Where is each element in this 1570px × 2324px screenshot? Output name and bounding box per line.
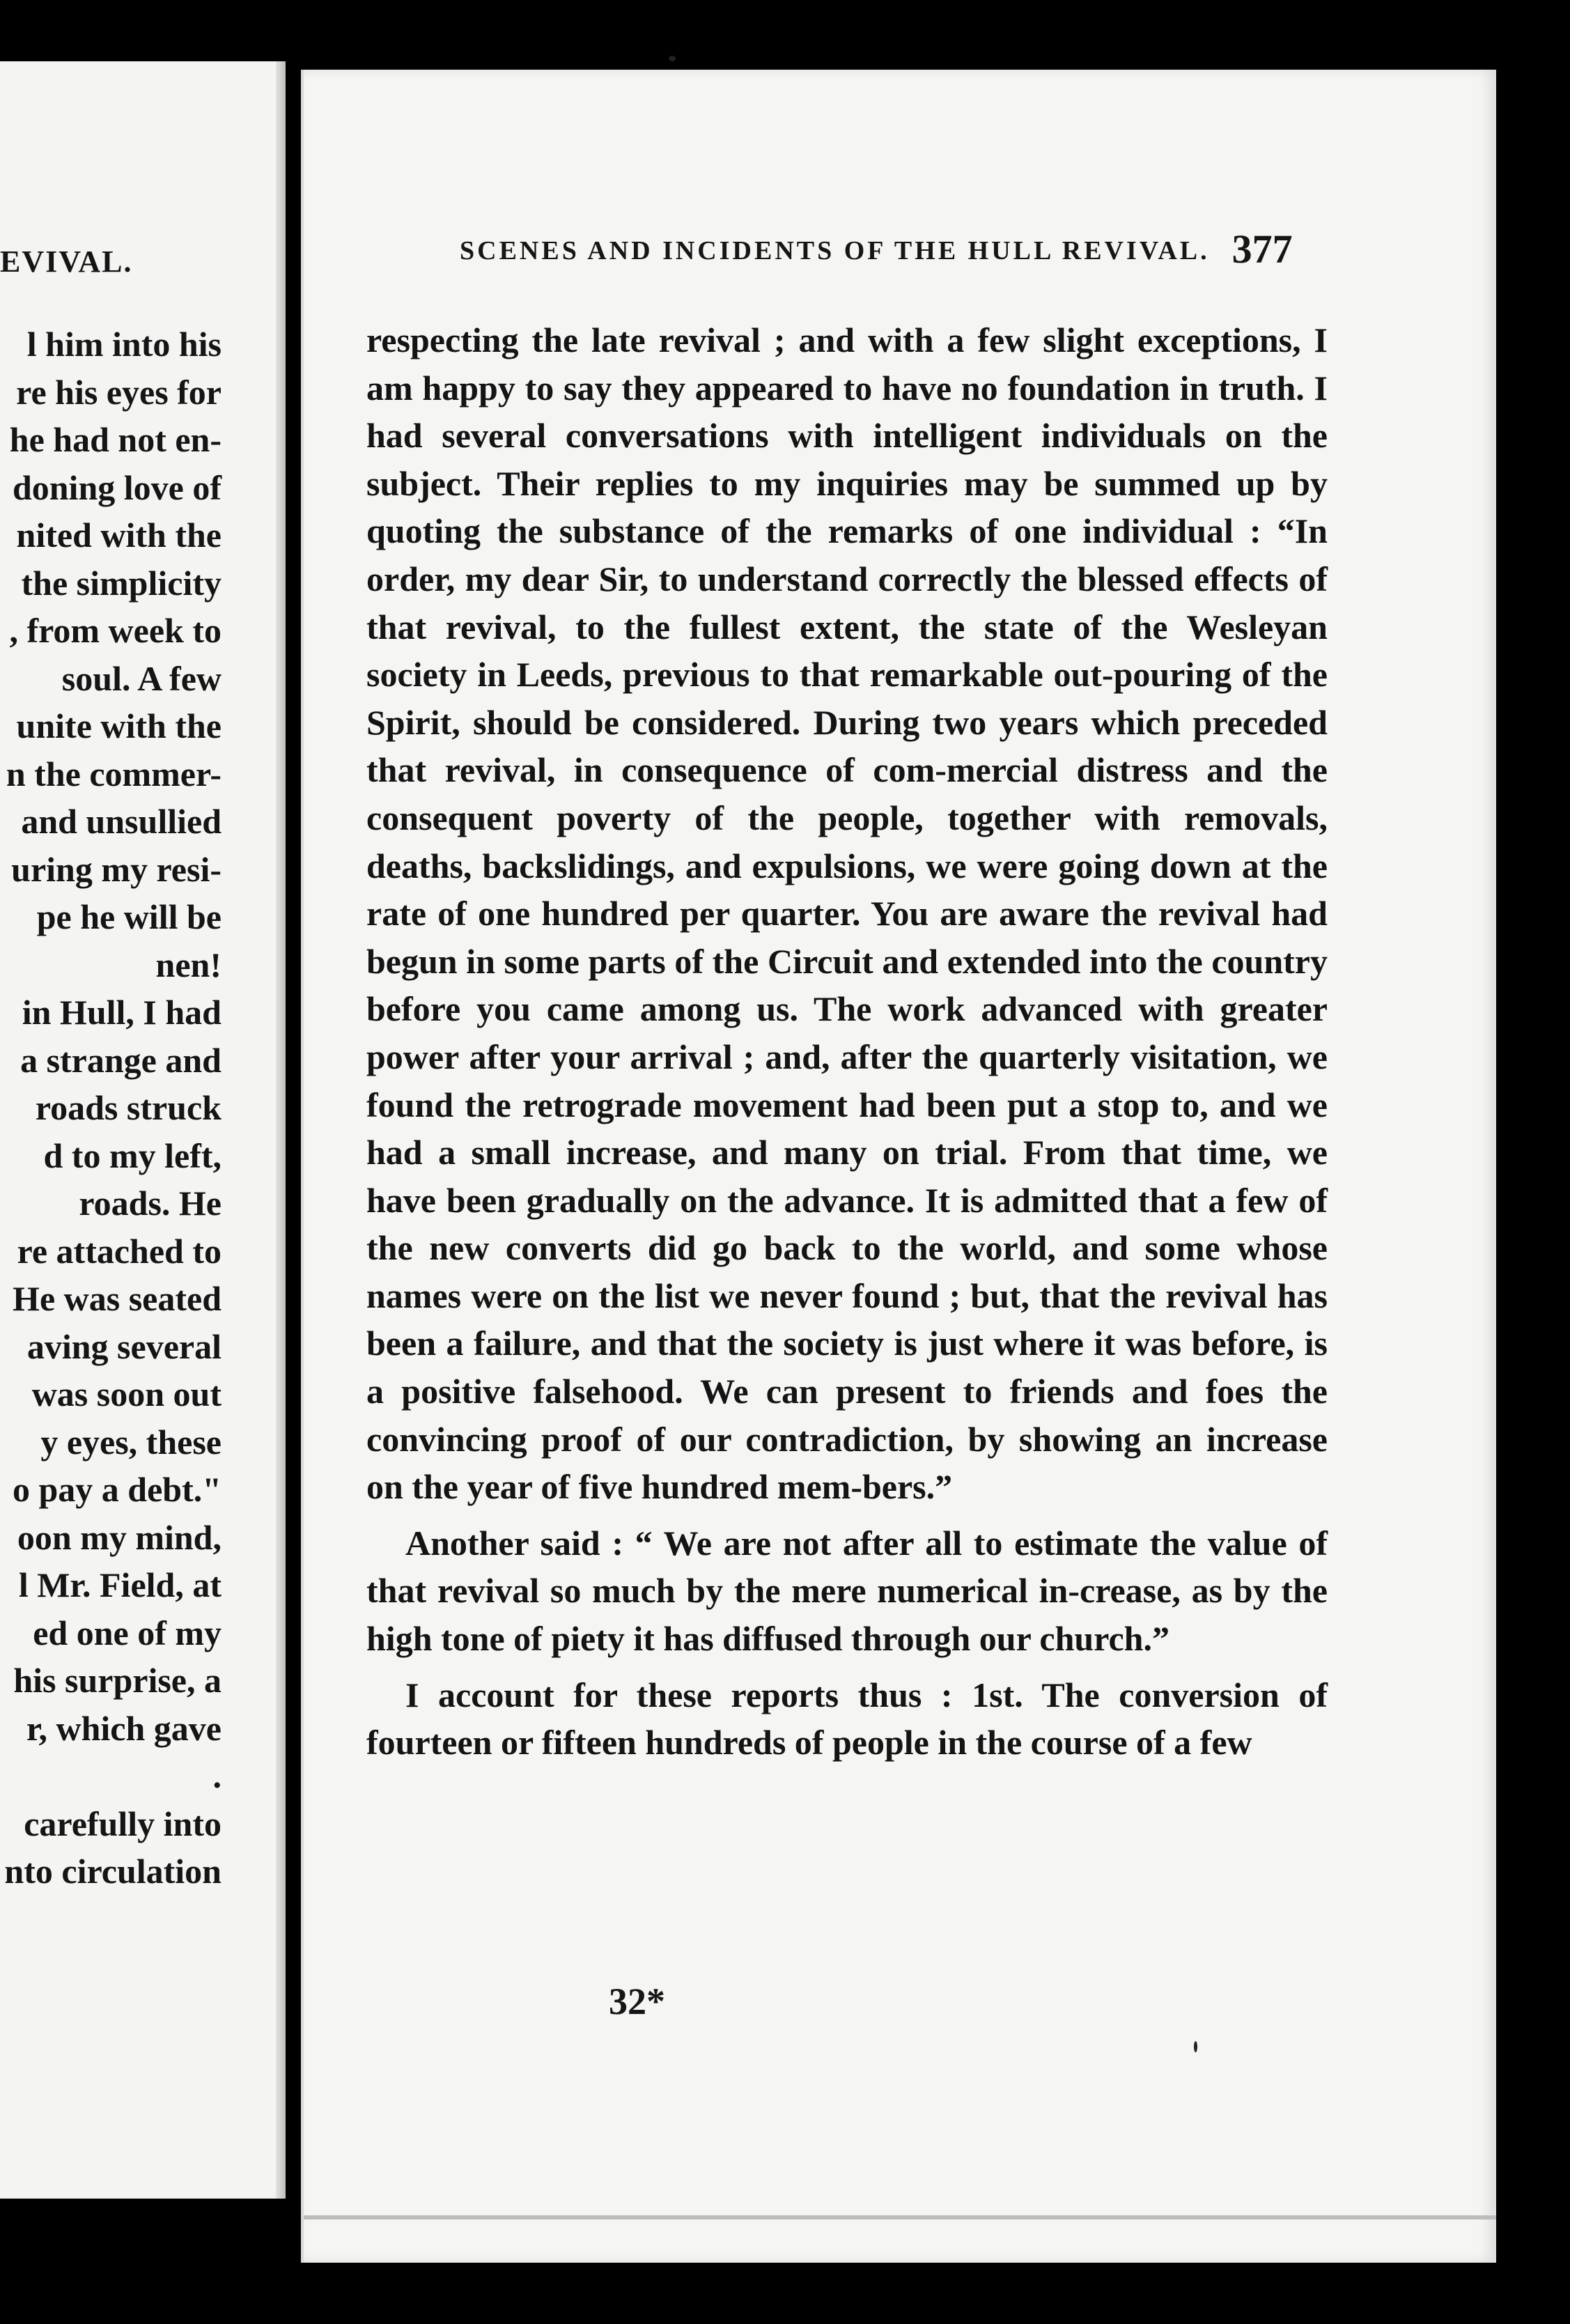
left-page-line: and unsullied bbox=[21, 802, 221, 841]
left-page-line: nen! bbox=[155, 945, 221, 984]
left-page-line: a strange and bbox=[20, 1040, 221, 1080]
left-page-line: l him into his bbox=[26, 325, 221, 364]
left-page-line: re his eyes for bbox=[16, 372, 221, 412]
left-page-edge bbox=[276, 61, 286, 2199]
left-page-line: , from week to bbox=[9, 611, 221, 650]
left-page-line: in Hull, I had bbox=[22, 993, 221, 1032]
left-page-line: ed one of my bbox=[33, 1613, 221, 1652]
left-page-line: re attached to bbox=[17, 1231, 221, 1271]
page-bottom-edge bbox=[304, 2215, 1496, 2220]
left-page-line: uring my resi- bbox=[11, 849, 221, 889]
left-page-line: . bbox=[212, 1756, 221, 1795]
left-page-text bbox=[4, 320, 221, 1896]
scan-speck bbox=[1194, 2041, 1197, 2052]
paragraph: Another said : “ We are not after all to estimate the value of that revival so much by the mere numerical in-crease, as by the high tone of piety it has diffused through our church.” bbox=[366, 1523, 1328, 1659]
body-text bbox=[366, 316, 1328, 1767]
paragraph: respecting the late revival ; and with a few slight exceptions, I am happy to say they appeared to have no foundation in truth. I had several conversations with intelligent individuals on the subject. Their replies to my inquiries may be summed up by quoting the substance of the remarks of one individual : “In order, my dear Sir, to understand correctly the blessed effects of that revival, to the fullest extent, the state of the Wesleyan society in Leeds, previous to that remarkable out-pouring of the Spirit, should be considered. During two years which preceded that revival, in consequence of com-mercial distress and the consequent poverty of the people, together with removals, deaths, backslidings, and expulsions, we were going down at the rate of one hundred per quarter. You are aware the revival had begun in some parts of the Circuit and extended into the country before you came among us. The work advanced with greater power after your arrival ; and, after the quarterly visitation, we found the retrograde movement had been put a stop to, and we had a small increase, and many on trial. From that time, we have been gradually on the advance. It is admitted that a few of the new converts did go back to the world, and some whose names were on the list we never found ; but, that the revival has been a failure, and that the society is just where it was before, is a positive falsehood. We can present to friends and foes the convincing proof of our contradiction, by showing an increase on the year of five hundred mem-bers.” bbox=[366, 320, 1328, 1507]
page-number: 377 bbox=[1231, 226, 1293, 272]
running-head: SCENES AND INCIDENTS OF THE HULL REVIVAL. bbox=[460, 236, 1210, 265]
left-page-line: unite with the bbox=[16, 706, 221, 745]
left-page-line: carefully into bbox=[24, 1804, 221, 1843]
left-page-line: n the commer- bbox=[6, 754, 221, 793]
left-page-line: was soon out bbox=[31, 1374, 221, 1413]
left-page-line: l Mr. Field, at bbox=[18, 1565, 221, 1604]
left-page-line: oon my mind, bbox=[17, 1517, 221, 1557]
left-page-line: y eyes, these bbox=[40, 1422, 221, 1462]
left-page-line: doning love of bbox=[12, 467, 221, 507]
left-page-line: roads. He bbox=[79, 1184, 221, 1223]
left-page-line: nto circulation bbox=[4, 1852, 221, 1891]
left-page-line: He was seated bbox=[13, 1279, 221, 1318]
left-page-line: d to my left, bbox=[43, 1136, 221, 1175]
left-running-head: EVIVAL. bbox=[0, 245, 133, 279]
left-page bbox=[0, 61, 286, 2199]
signature-mark: 32* bbox=[609, 1981, 665, 2022]
right-page bbox=[301, 70, 1496, 2263]
left-page-line: soul. A few bbox=[61, 658, 221, 698]
left-page-line: r, which gave bbox=[26, 1708, 221, 1748]
scan-speck bbox=[669, 56, 676, 61]
left-page-line: roads struck bbox=[35, 1088, 221, 1127]
left-page-line: nited with the bbox=[16, 516, 221, 555]
left-page-line: the simplicity bbox=[21, 563, 221, 603]
paragraph: I account for these reports thus : 1st. The conversion of fourteen or fifteen hundreds of people in the course of a few bbox=[366, 1675, 1328, 1763]
left-page-line: o pay a debt." bbox=[12, 1470, 221, 1509]
left-page-line: he had not en- bbox=[9, 420, 221, 459]
left-page-line: his surprise, a bbox=[13, 1661, 221, 1700]
left-page-line: pe he will be bbox=[36, 897, 221, 936]
left-page-line: aving several bbox=[26, 1326, 221, 1366]
